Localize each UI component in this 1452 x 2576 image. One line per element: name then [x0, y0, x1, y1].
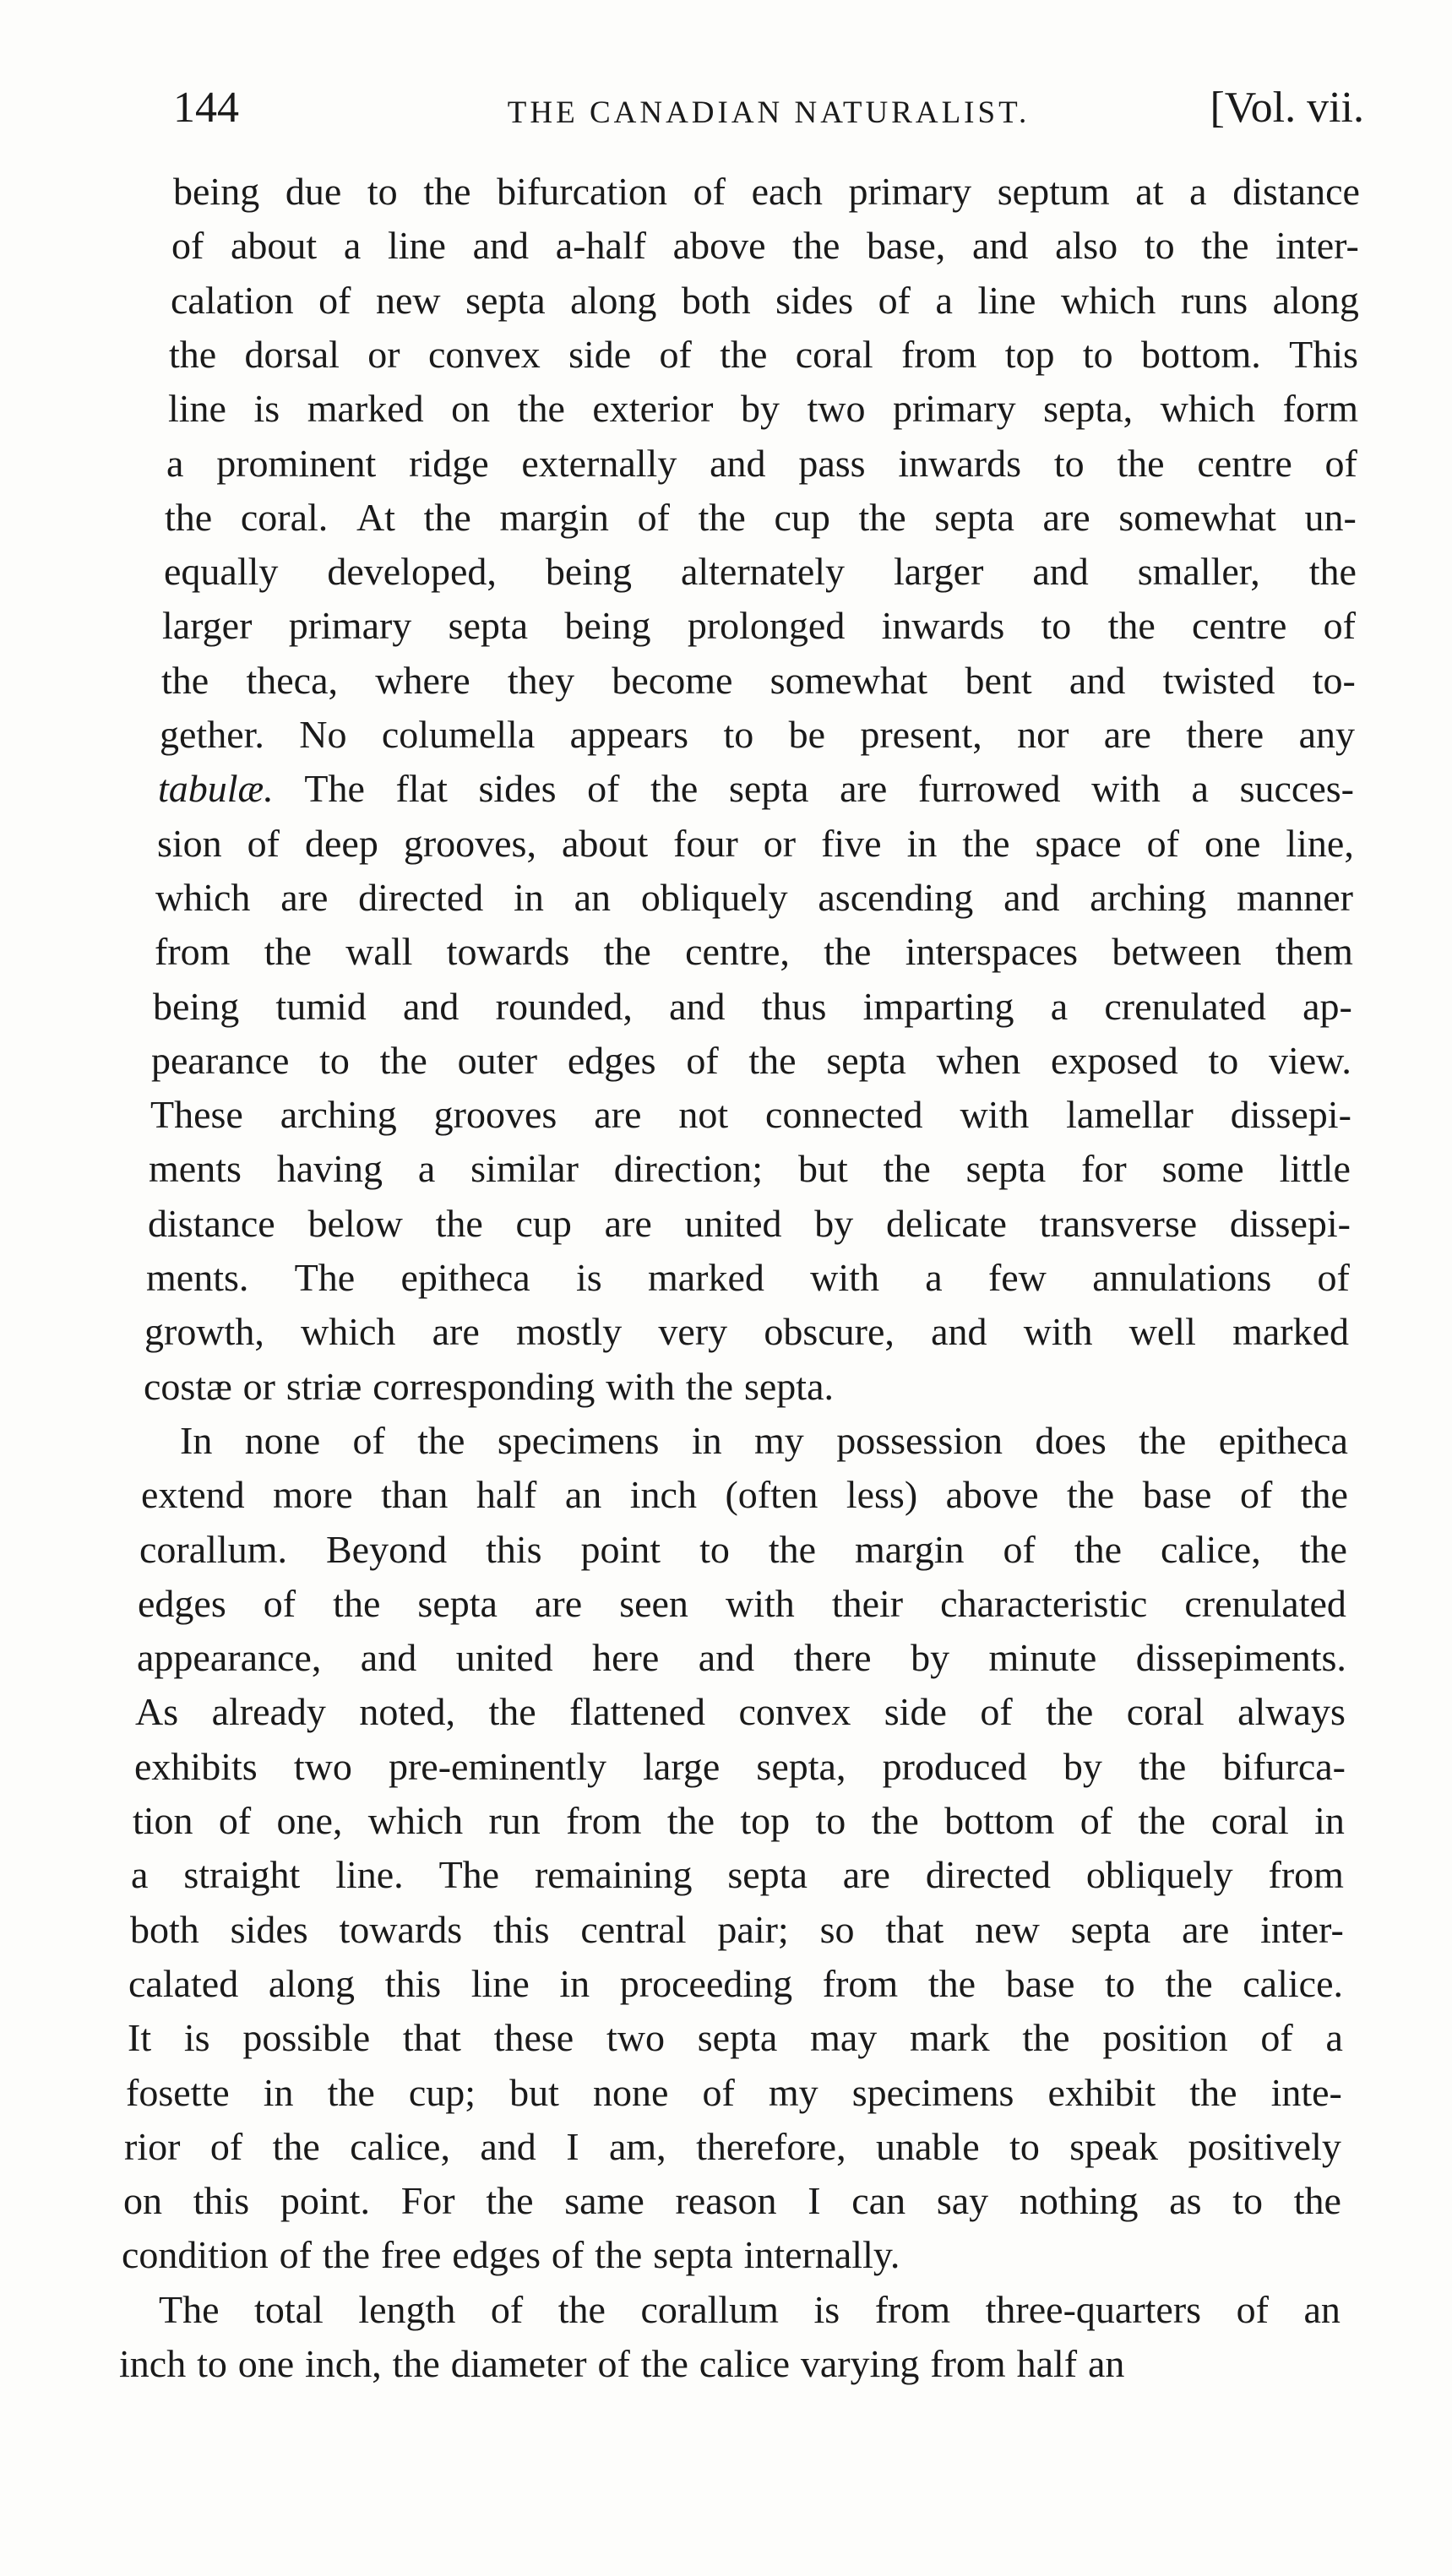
text-line: calated along this line in proceeding from the base to the calice.	[128, 1962, 1343, 2005]
text-line: from the wall towards the centre, the interspaces between them	[155, 930, 1353, 973]
text-line: distance below the cup are united by delicate transverse dissepi-	[148, 1202, 1351, 1245]
text-line: sion of deep grooves, about four or five in the space of one line,	[157, 822, 1354, 865]
text-line: These arching grooves are not connected with lamellar dissepi-	[150, 1093, 1351, 1136]
text-line: corallum. Beyond this point to the margin of the calice, the	[139, 1528, 1347, 1571]
text-line: costæ or striæ corresponding with the septa.	[144, 1365, 834, 1408]
text-line: edges of the septa are seen with their characteristic crenulated	[138, 1582, 1346, 1625]
text-line: pearance to the outer edges of the septa when exposed to view.	[151, 1039, 1351, 1082]
text-line: exhibits two pre-eminently large septa, produced by the bifurca-	[134, 1745, 1346, 1788]
text-line: condition of the free edges of the septa internally.	[122, 2233, 900, 2276]
text-line: a straight line. The remaining septa are directed obliquely from	[131, 1853, 1344, 1896]
text-line: gether. No columella appears to be present, nor are there any	[160, 713, 1355, 756]
text-line: extend more than half an inch (often less) above the base of the	[141, 1473, 1348, 1516]
text-line: equally developed, being alternately larger and smaller, the	[164, 550, 1357, 593]
volume-label: [Vol. vii.	[1210, 84, 1364, 132]
text-line: ments having a similar direction; but the septa for some little	[149, 1147, 1351, 1190]
text-line: larger primary septa being prolonged inwards to the centre of	[162, 604, 1356, 647]
text-line: calation of new septa along both sides of a line which runs along	[171, 279, 1359, 322]
text-line: being due to the bifurcation of each primary septum at a distance	[173, 170, 1360, 213]
text-line: In none of the specimens in my possession does the epitheca	[180, 1419, 1348, 1462]
text-line: the dorsal or convex side of the coral from top to bottom. This	[169, 333, 1358, 376]
text-line: As already noted, the flattened convex side of the coral always	[135, 1690, 1346, 1733]
running-title: THE CANADIAN NATURALIST.	[507, 95, 1031, 130]
text-line: the theca, where they become somewhat bent and twisted to-	[161, 659, 1356, 702]
text-line: tion of one, which run from the top to the bottom of the coral in	[133, 1799, 1345, 1842]
text-line: fosette in the cup; but none of my specimens exhibit the inte-	[126, 2071, 1342, 2114]
text-line: rior of the calice, and I am, therefore, unable to speak positively	[124, 2125, 1341, 2168]
text-line: both sides towards this central pair; so that new septa are inter-	[130, 1908, 1344, 1951]
text-line: a prominent ridge externally and pass inwards to the centre of	[166, 442, 1357, 485]
text-line: appearance, and united here and there by minute dissepiments.	[137, 1636, 1346, 1679]
text-line: being tumid and rounded, and thus imparting a crenulated ap-	[153, 985, 1352, 1028]
text-line: which are directed in an obliquely ascending and arching manner	[155, 876, 1353, 919]
text-line: ments. The epitheca is marked with a few annulations of	[146, 1256, 1350, 1299]
text-line: line is marked on the exterior by two primary septa, which form	[168, 387, 1358, 430]
text-line: inch to one inch, the diameter of the calice varying from half an	[119, 2342, 1125, 2385]
text-line: The total length of the corallum is from three-quarters of an	[159, 2288, 1341, 2331]
text-line: of about a line and a-half above the base, and also to the inter-	[171, 224, 1359, 267]
page-number: 144	[173, 84, 239, 132]
text-line: on this point. For the same reason I can say nothing as to the	[123, 2179, 1341, 2222]
text-line: It is possible that these two septa may mark the position of a	[128, 2016, 1343, 2059]
text-line: the coral. At the margin of the cup the septa are somewhat un-	[165, 496, 1357, 539]
text-line: tabulæ. The flat sides of the septa are furrowed with a succes-	[158, 767, 1354, 810]
text-line: growth, which are mostly very obscure, and with well marked	[144, 1310, 1349, 1353]
